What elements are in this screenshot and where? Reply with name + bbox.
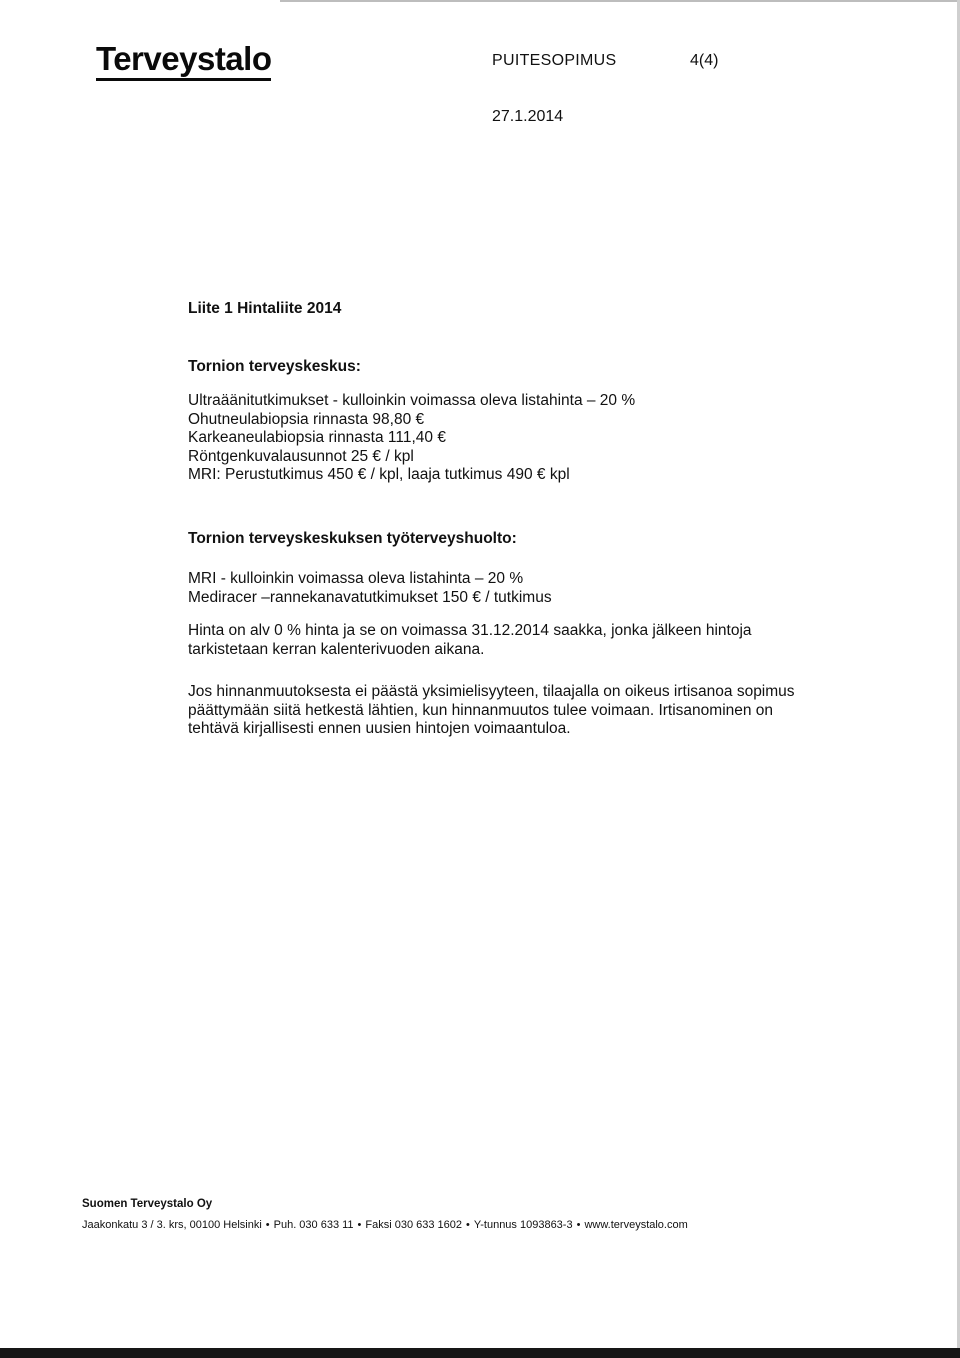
occupational-health-price-list xyxy=(188,570,552,607)
footer-contact-info xyxy=(82,1219,688,1231)
paragraph-line: Hinta on alv 0 % hinta ja se on voimassa 31.12.2014 saakka, jonka jälkeen hintoja xyxy=(188,622,752,639)
company-logo: Terveystalo xyxy=(96,42,271,81)
bullet-separator: • xyxy=(357,1219,362,1231)
price-line: MRI - kulloinkin voimassa oleva listahinta – 20 % xyxy=(188,570,524,587)
section-title-occupational-health: Tornion terveyskeskuksen työterveyshuolto: xyxy=(188,530,517,547)
price-line: Ultraäänitutkimukset - kulloinkin voimassa oleva listahinta – 20 % xyxy=(188,392,636,409)
price-line: MRI: Perustutkimus 450 € / kpl, laaja tutkimus 490 € kpl xyxy=(188,466,570,484)
attachment-title: Liite 1 Hintaliite 2014 xyxy=(188,300,342,317)
paragraph-line: päättymään siitä hetkestä lähtien, kun hinnanmuutos tulee voimaan. Irtisanominen on xyxy=(188,701,774,719)
scan-edge-top xyxy=(280,0,960,2)
footer-company-name: Suomen Terveystalo Oy xyxy=(82,1198,213,1210)
section-title-health-center: Tornion terveyskeskus: xyxy=(188,358,361,375)
termination-paragraph xyxy=(188,683,795,739)
footer-phone: Puh. 030 633 11 xyxy=(273,1219,354,1231)
bullet-separator: • xyxy=(265,1219,270,1231)
footer-fax: Faksi 030 633 1602 xyxy=(365,1219,463,1231)
paragraph-line: tarkistetaan kerran kalenterivuoden aikana. xyxy=(188,640,485,658)
document-type: PUITESOPIMUS xyxy=(492,52,617,69)
bullet-separator: • xyxy=(466,1219,470,1231)
footer-website[interactable]: www.terveystalo.com xyxy=(584,1219,688,1231)
health-center-price-list xyxy=(188,392,635,485)
bullet-separator: • xyxy=(576,1219,581,1231)
paragraph-line: Jos hinnanmuutoksesta ei päästä yksimielisyyteen, tilaajalla on oikeus irtisanoa sopimus xyxy=(188,683,795,700)
scan-edge-bottom xyxy=(0,1348,960,1358)
paragraph-line: tehtävä kirjallisesti ennen uusien hintojen voimaantuloa. xyxy=(188,720,571,738)
footer-address: Jaakonkatu 3 / 3. krs, 00100 Helsinki xyxy=(82,1219,262,1231)
price-line: Ohutneulabiopsia rinnasta 98,80 € xyxy=(188,410,425,428)
price-line: Mediracer –rannekanavatutkimukset 150 € / tutkimus xyxy=(188,588,552,606)
price-line: Röntgenkuvalausunnot 25 € / kpl xyxy=(188,447,414,465)
price-line: Karkeaneulabiopsia rinnasta 111,40 € xyxy=(188,429,446,447)
footer-business-id: Y-tunnus 1093863-3 xyxy=(473,1219,573,1231)
page-number: 4(4) xyxy=(690,52,719,69)
document-date: 27.1.2014 xyxy=(492,108,564,125)
price-validity-paragraph xyxy=(188,622,752,659)
